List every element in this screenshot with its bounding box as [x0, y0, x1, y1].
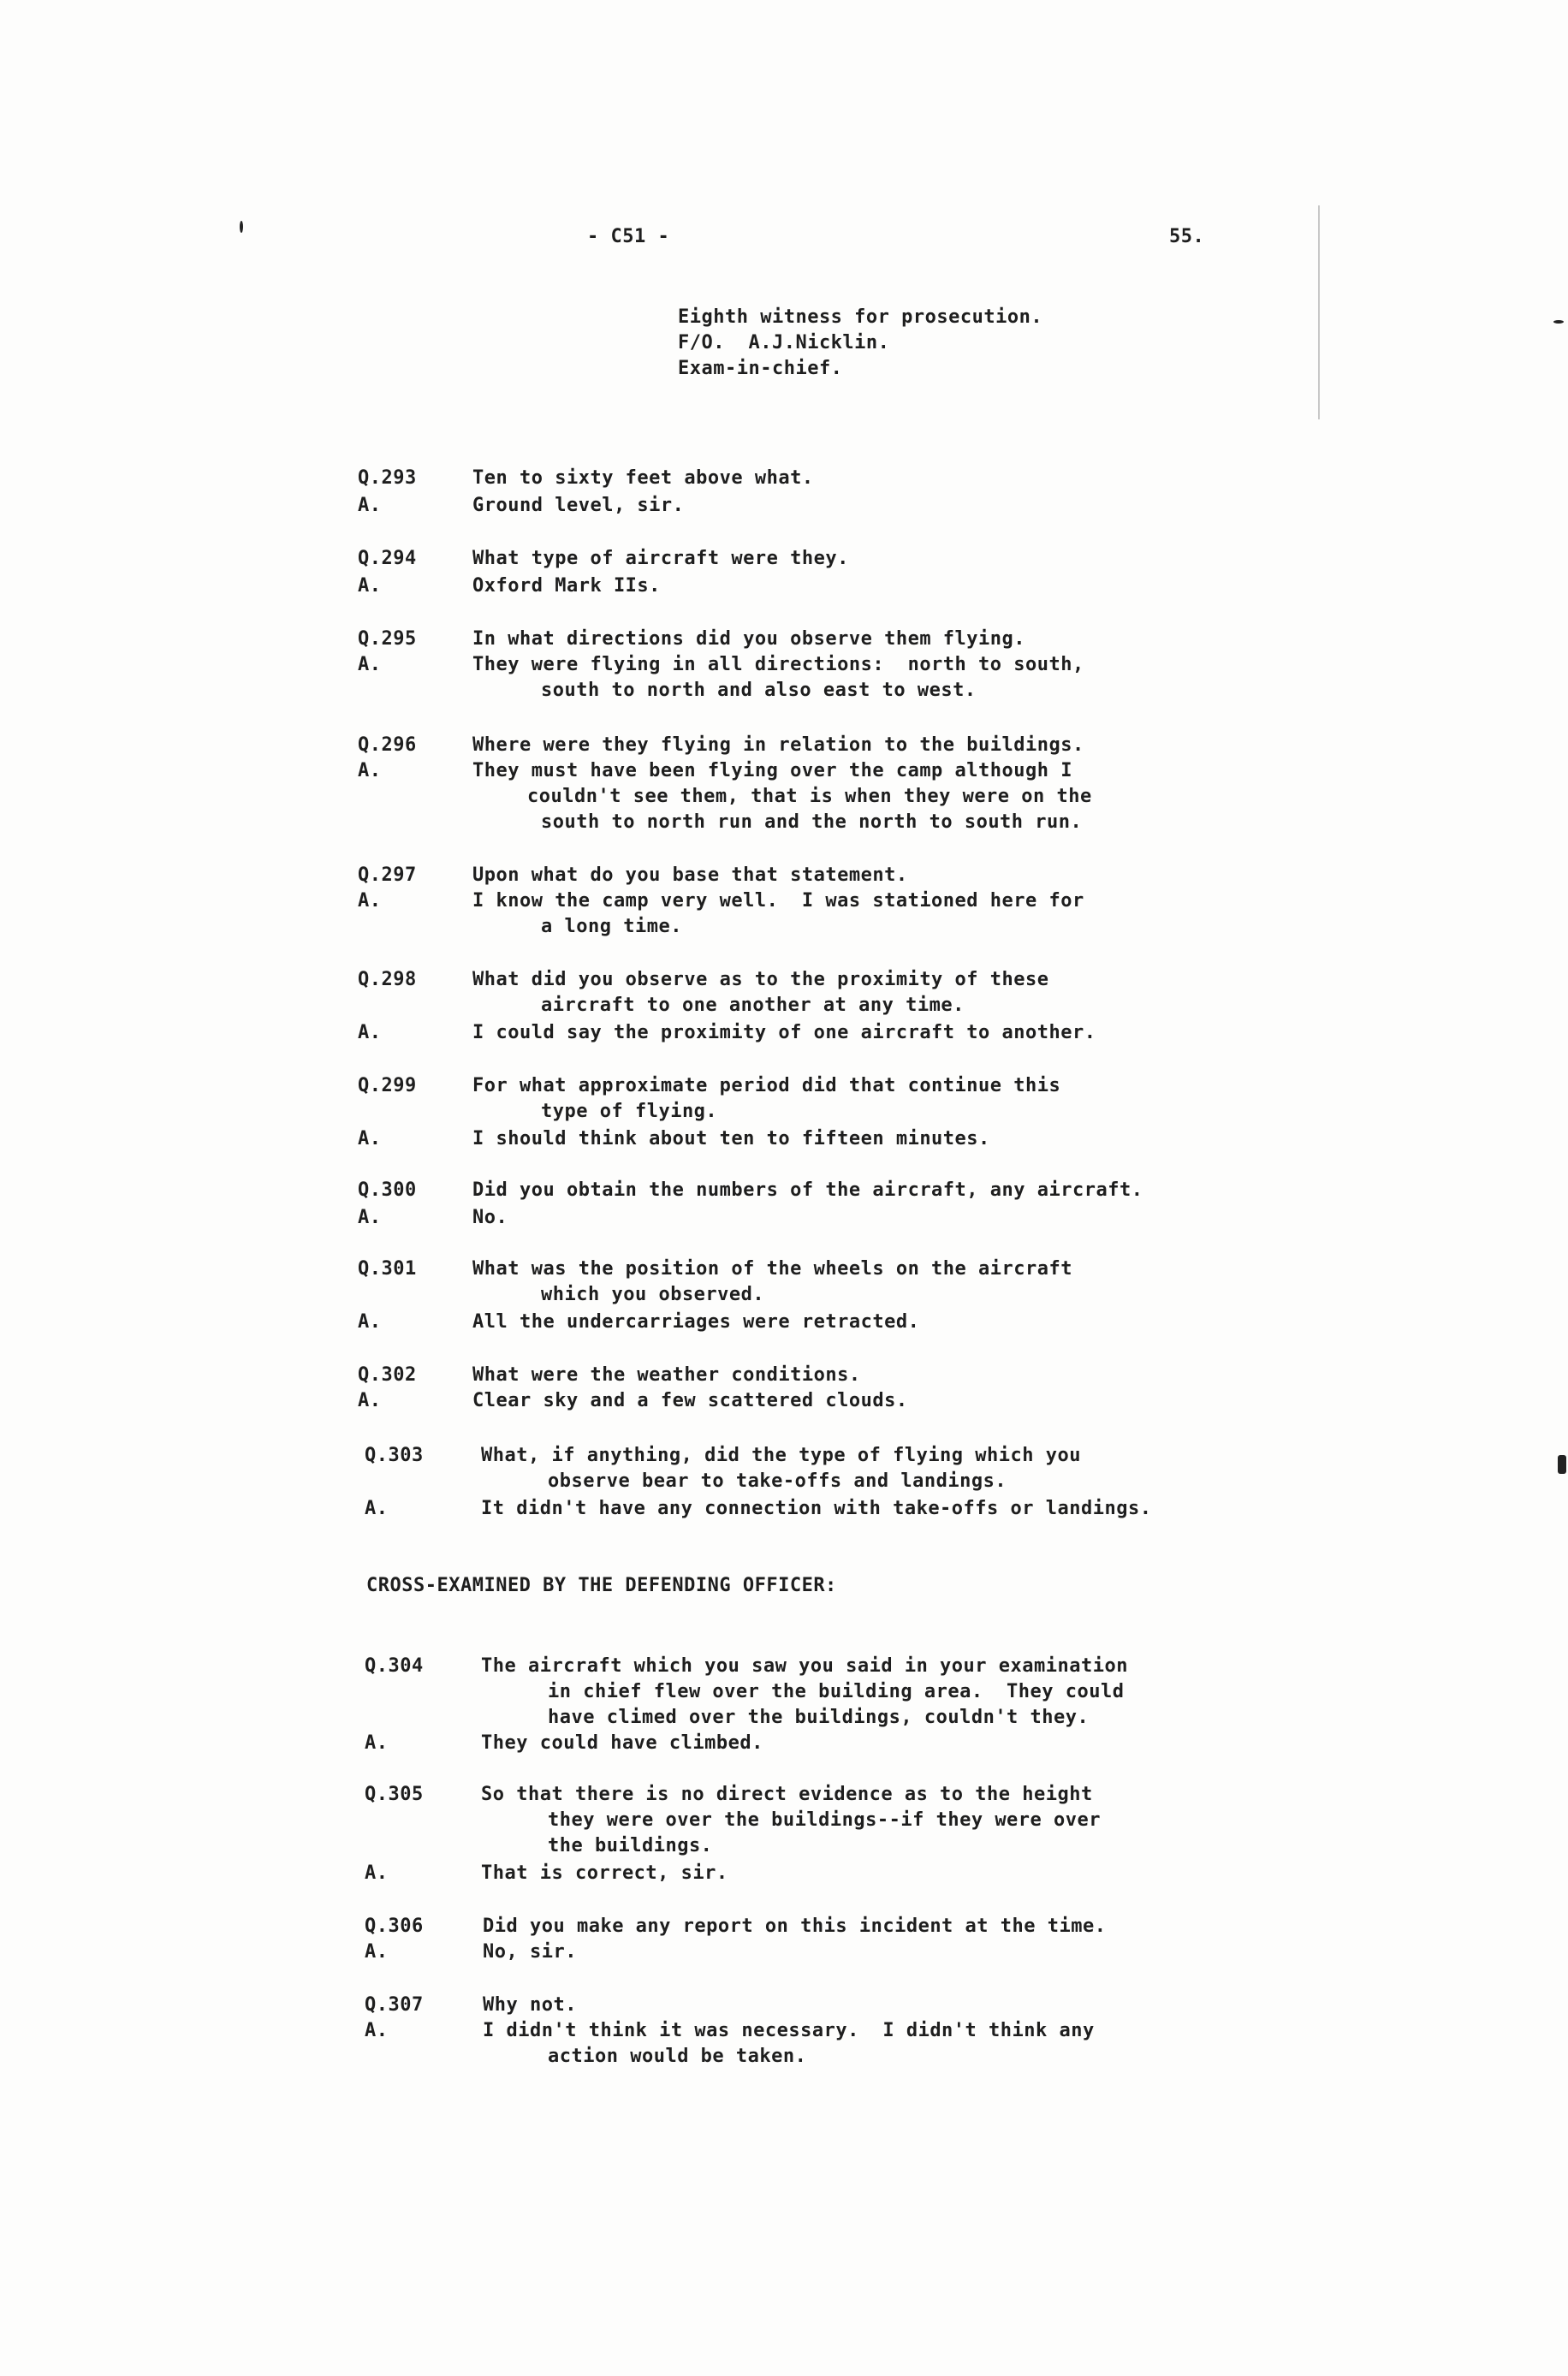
answer-label: A. — [358, 1390, 382, 1411]
question-text: In what directions did you observe them flying. — [472, 628, 1026, 650]
answer-text: They were flying in all directions: north to south, — [472, 654, 1084, 675]
cross-examination-heading: CROSS-EXAMINED BY THE DEFENDING OFFICER: — [366, 1575, 837, 1596]
witness-name: F/O. A.J.Nicklin. — [678, 332, 890, 353]
question-number: Q.299 — [358, 1075, 417, 1096]
question-text: the buildings. — [548, 1835, 713, 1856]
answer-label: A. — [358, 1022, 382, 1043]
answer-label: A. — [365, 1498, 389, 1519]
question-number: Q.304 — [365, 1655, 424, 1677]
answer-text: action would be taken. — [548, 2046, 807, 2067]
section-number: - C51 - — [587, 226, 670, 247]
question-number: Q.298 — [358, 969, 417, 990]
question-text: which you observed. — [541, 1284, 765, 1305]
answer-label: A. — [358, 1128, 382, 1149]
answer-text: Clear sky and a few scattered clouds. — [472, 1390, 908, 1411]
question-text: observe bear to take-offs and landings. — [548, 1470, 1007, 1492]
question-number: Q.294 — [358, 548, 417, 569]
scan-speck — [1553, 320, 1564, 324]
exam-type: Exam-in-chief. — [678, 358, 843, 379]
answer-text: I should think about ten to fifteen minutes. — [472, 1128, 990, 1149]
question-text: Upon what do you base that statement. — [472, 864, 908, 886]
answer-label: A. — [358, 1311, 382, 1333]
answer-text: south to north run and the north to south run. — [541, 811, 1083, 833]
question-text: they were over the buildings--if they were over — [548, 1809, 1102, 1831]
answer-text: couldn't see them, that is when they were on the — [527, 786, 1092, 807]
question-text: Why not. — [483, 1994, 577, 2016]
answer-label: A. — [365, 1862, 389, 1884]
answer-text: No, sir. — [483, 1941, 577, 1963]
answer-label: A. — [358, 1207, 382, 1228]
answer-text: That is correct, sir. — [481, 1862, 728, 1884]
question-number: Q.303 — [365, 1445, 424, 1466]
question-text: Where were they flying in relation to the buildings. — [472, 734, 1084, 756]
question-number: Q.307 — [365, 1994, 424, 2016]
answer-label: A. — [358, 654, 382, 675]
scan-speck — [1558, 1455, 1566, 1474]
question-text: Did you obtain the numbers of the aircraft, any aircraft. — [472, 1179, 1143, 1201]
question-text: So that there is no direct evidence as to the height — [481, 1784, 1093, 1805]
question-number: Q.293 — [358, 467, 417, 489]
answer-text: It didn't have any connection with take-offs or landings. — [481, 1498, 1152, 1519]
answer-label: A. — [365, 2020, 389, 2041]
question-text: have climed over the buildings, couldn't they. — [548, 1707, 1090, 1728]
question-number: Q.300 — [358, 1179, 417, 1201]
answer-text: No. — [472, 1207, 508, 1228]
question-text: Ten to sixty feet above what. — [472, 467, 814, 489]
question-text: The aircraft which you saw you said in your examination — [481, 1655, 1128, 1677]
question-text: Did you make any report on this incident at the time. — [483, 1916, 1107, 1937]
question-text: For what approximate period did that continue this — [472, 1075, 1061, 1096]
answer-label: A. — [358, 575, 382, 597]
answer-text: I could say the proximity of one aircraft to another. — [472, 1022, 1096, 1043]
answer-label: A. — [365, 1941, 389, 1963]
answer-text: They must have been flying over the camp although I — [472, 760, 1073, 781]
answer-text: Oxford Mark IIs. — [472, 575, 661, 597]
question-text: What did you observe as to the proximity of these — [472, 969, 1049, 990]
question-number: Q.297 — [358, 864, 417, 886]
question-number: Q.305 — [365, 1784, 424, 1805]
question-number: Q.302 — [358, 1364, 417, 1386]
answer-text: south to north and also east to west. — [541, 680, 977, 701]
answer-text: I know the camp very well. I was stationed here for — [472, 890, 1084, 912]
answer-label: A. — [365, 1732, 389, 1754]
question-text: What, if anything, did the type of flying which you — [481, 1445, 1082, 1466]
scan-speck — [240, 221, 243, 233]
margin-line — [1318, 205, 1320, 419]
question-text: type of flying. — [541, 1101, 718, 1122]
question-number: Q.301 — [358, 1258, 417, 1280]
question-text: aircraft to one another at any time. — [541, 995, 965, 1016]
answer-label: A. — [358, 760, 382, 781]
answer-text: I didn't think it was necessary. I didn't think any — [483, 2020, 1095, 2041]
witness-title: Eighth witness for prosecution. — [678, 306, 1043, 328]
page-number: 55. — [1169, 226, 1205, 247]
answer-text: They could have climbed. — [481, 1732, 763, 1754]
question-number: Q.295 — [358, 628, 417, 650]
question-number: Q.306 — [365, 1916, 424, 1937]
question-text: What were the weather conditions. — [472, 1364, 861, 1386]
question-text: What was the position of the wheels on the aircraft — [472, 1258, 1073, 1280]
answer-text: a long time. — [541, 916, 682, 937]
question-text: What type of aircraft were they. — [472, 548, 849, 569]
answer-text: Ground level, sir. — [472, 495, 685, 516]
answer-label: A. — [358, 495, 382, 516]
answer-label: A. — [358, 890, 382, 912]
answer-text: All the undercarriages were retracted. — [472, 1311, 920, 1333]
question-number: Q.296 — [358, 734, 417, 756]
question-text: in chief flew over the building area. They could — [548, 1681, 1125, 1702]
